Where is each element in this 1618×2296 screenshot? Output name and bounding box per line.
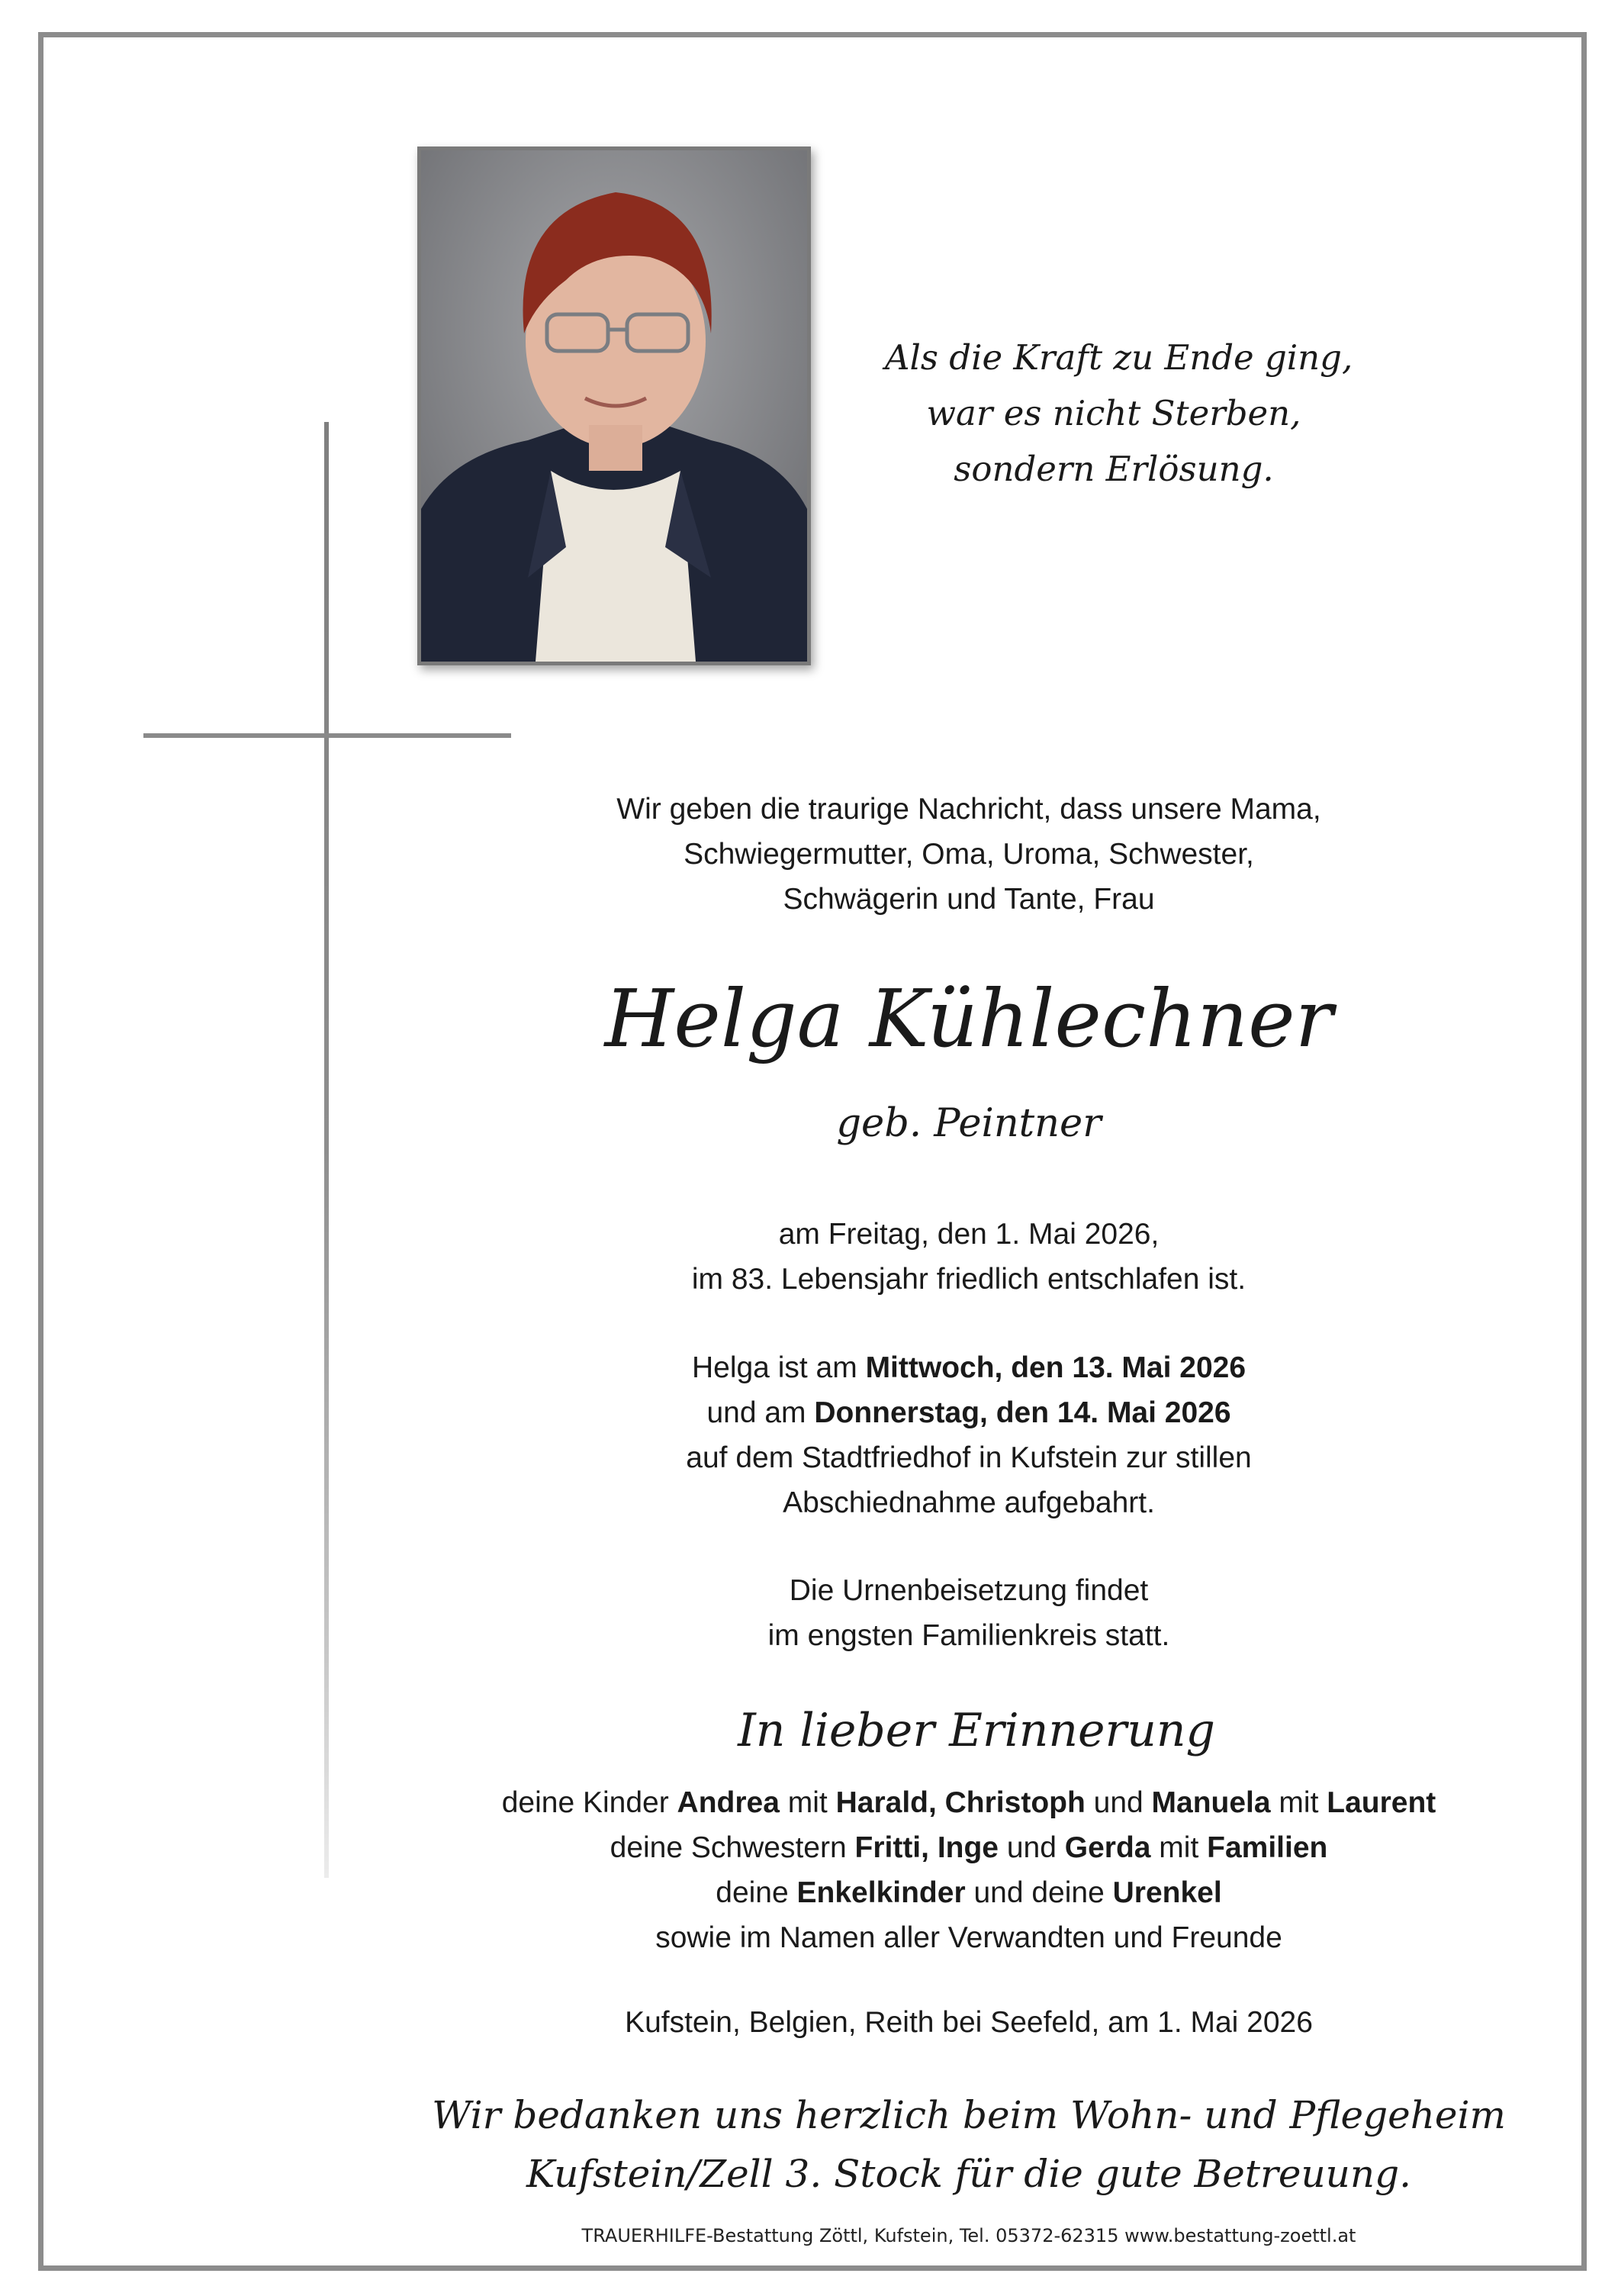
portrait-photo xyxy=(417,147,811,665)
burial-info xyxy=(473,1568,1465,1658)
viewing-line-1: Helga ist am Mittwoch, den 13. Mai 2026 xyxy=(691,1351,1246,1384)
funeral-home-footer: TRAUERHILFE-Bestattung Zöttl, Kufstein, Tel. 05372-62315 www.bestattung-zoettl.at xyxy=(581,2225,1356,2246)
intro-line: Wir geben die traurige Nachricht, dass unsere Mama, xyxy=(616,793,1321,826)
quote-line: Als die Kraft zu Ende ging, xyxy=(885,337,1353,378)
thanks-note xyxy=(397,2086,1541,2204)
death-line: im 83. Lebensjahr friedlich entschlafen ist. xyxy=(691,1263,1246,1296)
death-notice xyxy=(473,1212,1465,1302)
mourners-line-2: deine Schwestern Fritti, Inge und Gerda mit Familien xyxy=(610,1831,1328,1864)
mourners-line-3: deine Enkelkinder und deine Urenkel xyxy=(716,1876,1222,1909)
mourners-list xyxy=(427,1780,1510,1960)
intro-line: Schwägerin und Tante, Frau xyxy=(783,883,1155,916)
thanks-line: Kufstein/Zell 3. Stock für die gute Betreuung. xyxy=(526,2152,1411,2196)
quote-line: sondern Erlösung. xyxy=(954,449,1274,489)
remembrance-title: In lieber Erinnerung xyxy=(738,1704,1215,1757)
deceased-name: Helga Kühlechner xyxy=(604,972,1333,1065)
announcement-intro xyxy=(557,787,1381,922)
burial-line: Die Urnenbeisetzung findet xyxy=(789,1574,1149,1607)
maiden-name: geb. Peintner xyxy=(836,1101,1102,1146)
mourners-line-4: sowie im Namen aller Verwandten und Freunde xyxy=(655,1921,1282,1954)
mourners-line-1: deine Kinder Andrea mit Harald, Christoph und Manuela mit Laurent xyxy=(501,1786,1436,1819)
viewing-line-2: und am Donnerstag, den 14. Mai 2026 xyxy=(706,1396,1231,1429)
death-line: am Freitag, den 1. Mai 2026, xyxy=(778,1218,1160,1251)
quote xyxy=(885,330,1353,497)
viewing-line-3: auf dem Stadtfriedhof in Kufstein zur stillen xyxy=(686,1441,1252,1474)
burial-line: im engsten Familienkreis statt. xyxy=(767,1619,1170,1652)
cross-horizontal-bar xyxy=(143,733,511,738)
intro-line: Schwiegermutter, Oma, Uroma, Schwester, xyxy=(684,838,1254,871)
cross-vertical-bar xyxy=(324,422,329,1878)
place-date: Kufstein, Belgien, Reith bei Seefeld, am 1. Mai 2026 xyxy=(625,2006,1313,2039)
thanks-line: Wir bedanken uns herzlich beim Wohn- und Pflegeheim xyxy=(432,2093,1506,2137)
viewing-info xyxy=(473,1345,1465,1525)
viewing-line-4: Abschiednahme aufgebahrt. xyxy=(783,1486,1155,1519)
quote-line: war es nicht Sterben, xyxy=(926,393,1301,433)
